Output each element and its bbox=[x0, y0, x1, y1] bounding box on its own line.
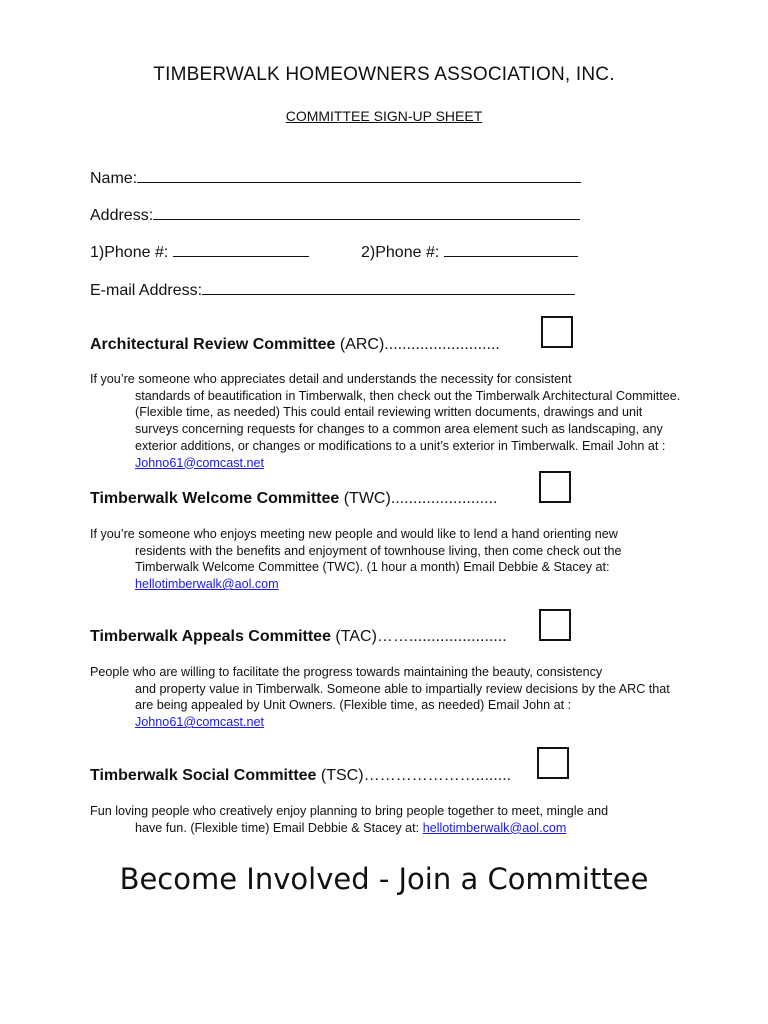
email-link[interactable]: hellotimberwalk@aol.com bbox=[422, 820, 567, 835]
tac-committee-heading bbox=[90, 628, 507, 646]
description-text: have fun. (Flexible time) Email Debbie & Stacey at: bbox=[135, 820, 423, 835]
phone1-field[interactable] bbox=[90, 242, 309, 262]
committee-name: Timberwalk Appeals Committee bbox=[90, 628, 331, 645]
phone2-line[interactable] bbox=[444, 242, 578, 257]
tsc-checkbox[interactable] bbox=[537, 747, 569, 779]
description-body bbox=[90, 681, 682, 731]
name-line[interactable] bbox=[137, 168, 581, 183]
call-to-action: Become Involved - Join a Committee bbox=[119, 862, 649, 896]
committee-abbr: (TAC) bbox=[335, 628, 377, 645]
leader-dots: ........................ bbox=[390, 490, 498, 507]
email-link[interactable]: Johno61@comcast.net bbox=[135, 455, 264, 470]
arc-checkbox[interactable] bbox=[541, 316, 573, 348]
description-text: residents with the benefits and enjoyment of townhouse living, then come check out the Timberwalk Welcome Committee (TWC). (1 hour a month) Email Debbie & Stacey at: bbox=[135, 543, 622, 575]
email-link[interactable]: hellotimberwalk@aol.com bbox=[135, 577, 279, 592]
tac-checkbox[interactable] bbox=[539, 609, 571, 641]
twc-checkbox[interactable] bbox=[539, 471, 571, 503]
leader-dots: ……...................... bbox=[376, 628, 507, 645]
tsc-committee-heading bbox=[90, 767, 511, 785]
committee-name: Timberwalk Social Committee bbox=[90, 767, 317, 784]
email-label: E-mail Address: bbox=[90, 282, 203, 299]
phone1-line[interactable] bbox=[173, 242, 309, 257]
organization-title: TIMBERWALK HOMEOWNERS ASSOCIATION, INC. bbox=[153, 64, 615, 85]
committee-name: Architectural Review Committee bbox=[90, 336, 336, 353]
arc-committee-heading bbox=[90, 336, 500, 354]
tsc-description bbox=[90, 803, 682, 836]
twc-description bbox=[90, 526, 682, 593]
phone1-label: 1)Phone #: bbox=[90, 244, 169, 261]
description-first-line: If you’re someone who appreciates detail and understands the necessity for consistent bbox=[90, 372, 572, 386]
address-label: Address: bbox=[90, 207, 154, 224]
description-body bbox=[90, 388, 682, 472]
email-line[interactable] bbox=[202, 280, 575, 295]
name-label: Name: bbox=[90, 170, 138, 187]
phone2-label: 2)Phone #: bbox=[361, 244, 440, 261]
address-field[interactable] bbox=[90, 205, 580, 225]
description-text: standards of beautification in Timberwalk, then check out the Timberwalk Architectural Committee. (Flexible time, as needed) This could entail reviewing written documents, drawings and unit surveys concerning requests for changes to a common area element such as landscaping, any exterior additions, or changes or modifications to a unit’s exterior in Timberwalk. Email John at : bbox=[135, 388, 681, 453]
leader-dots: …………………........ bbox=[363, 767, 512, 784]
address-line[interactable] bbox=[153, 205, 580, 220]
email-link[interactable]: Johno61@comcast.net bbox=[135, 715, 264, 730]
committee-abbr: (TSC) bbox=[320, 767, 364, 784]
description-first-line: If you’re someone who enjoys meeting new people and would like to lend a hand orienting new bbox=[90, 527, 618, 541]
committee-name: Timberwalk Welcome Committee bbox=[90, 490, 340, 507]
twc-committee-heading bbox=[90, 490, 498, 508]
sheet-title: COMMITTEE SIGN-UP SHEET bbox=[285, 108, 483, 124]
name-field[interactable] bbox=[90, 168, 581, 188]
description-text: and property value in Timberwalk. Someone able to impartially review decisions by the ARC that are being appealed by Unit Owners. (Flexible time, as needed) Email John at : bbox=[135, 681, 670, 713]
description-first-line: Fun loving people who creatively enjoy planning to bring people together to meet, mingle and bbox=[90, 804, 609, 818]
arc-description bbox=[90, 371, 682, 471]
description-first-line: People who are willing to facilitate the progress towards maintaining the beauty, consistency bbox=[90, 665, 603, 679]
leader-dots: .......................... bbox=[384, 336, 500, 353]
description-body bbox=[90, 543, 682, 593]
description-body bbox=[90, 820, 682, 837]
committee-abbr: (ARC) bbox=[339, 336, 385, 353]
email-field[interactable] bbox=[90, 280, 575, 300]
committee-abbr: (TWC) bbox=[343, 490, 391, 507]
tac-description bbox=[90, 664, 682, 731]
phone2-field[interactable] bbox=[361, 242, 578, 262]
